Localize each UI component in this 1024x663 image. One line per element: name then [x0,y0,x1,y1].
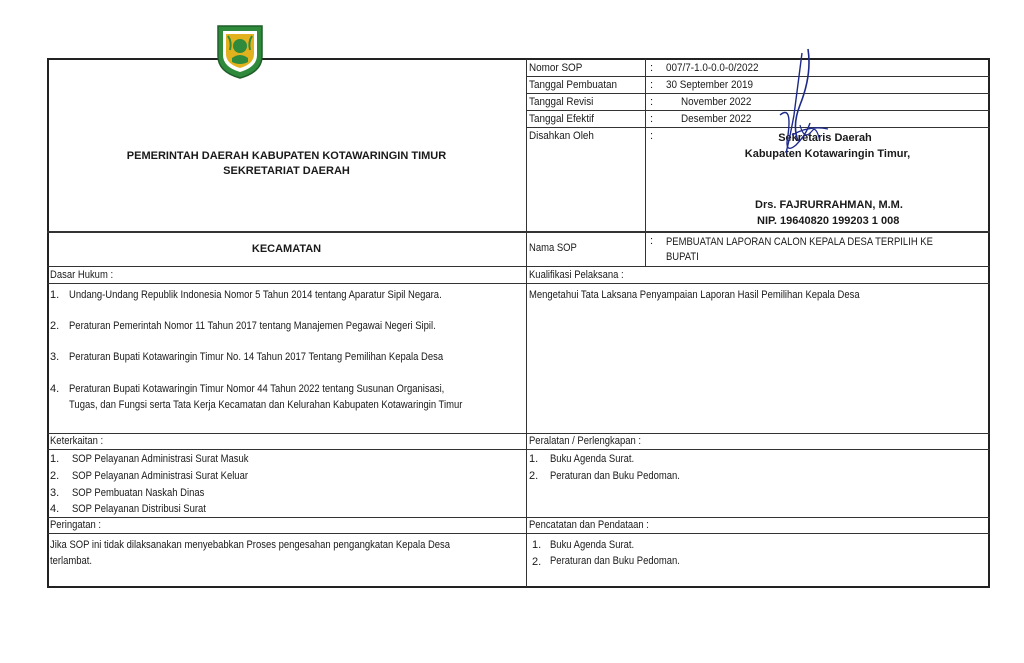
list-number: 3. [50,351,60,363]
approver-title: Sekretaris Daerah [778,132,872,144]
sop-name-line1: PEMBUATAN LAPORAN CALON KEPALA DESA TERPILIH KE [666,236,933,248]
meta-label-tanggal-efektif: Tanggal Efektif [529,113,594,125]
sop-name-line2: BUPATI [666,251,699,263]
list-number: 2. [529,470,539,482]
revision-date: November 2022 [681,96,752,108]
meta-sep: : [650,79,654,91]
sop-name-sep: : [650,235,654,247]
list-number: 2. [50,320,60,332]
section-divider [47,533,990,534]
sop-number: 007/7-1.0-0.0-0/2022 [666,62,759,74]
creation-date: 30 September 2019 [666,79,753,91]
pencatatan-item: Buku Agenda Surat. [550,539,635,551]
approver-region: Kabupaten Kotawaringin Timur, [744,148,911,160]
dasar-hukum-item-continued: Tugas, dan Fungsi serta Tata Kerja Kecamatan dan Kelurahan Kabupaten Kotawaringin Timur [69,399,463,411]
approver-nip: NIP. 19640820 199203 1 008 [757,215,900,227]
meta-sep: : [650,130,654,142]
secretariat-name: SEKRETARIAT DAERAH [223,165,350,177]
pencatatan-heading: Pencatatan dan Pendataan : [529,519,649,531]
list-number: 4. [50,503,60,515]
kualifikasi-text: Mengetahui Tata Laksana Penyampaian Laporan Hasil Pemilihan Kepala Desa [529,289,860,301]
peralatan-heading: Peralatan / Perlengkapan : [529,435,642,447]
dasar-hukum-item: Undang-Undang Republik Indonesia Nomor 5 Tahun 2014 tentang Aparatur Sipil Negara. [69,289,442,301]
meta-label-disahkan: Disahkan Oleh [529,130,594,142]
peringatan-text-line2: terlambat. [50,555,93,567]
list-number: 1. [529,453,539,465]
header-divider [47,231,990,233]
peralatan-item: Buku Agenda Surat. [550,453,635,465]
dasar-hukum-item: Peraturan Pemerintah Nomor 11 Tahun 2017 tentang Manajemen Pegawai Negeri Sipil. [69,320,436,332]
pencatatan-item: Peraturan dan Buku Pedoman. [550,555,680,567]
section-divider [47,449,990,450]
list-number: 1. [50,289,60,301]
keterkaitan-item: SOP Pelayanan Administrasi Surat Keluar [72,470,248,482]
government-name: PEMERINTAH DAERAH KABUPATEN KOTAWARINGIN TIMUR [126,150,447,162]
section-divider [47,517,990,518]
peringatan-text-line1: Jika SOP ini tidak dilaksanakan menyebabkan Proses pengesahan pengangkatan Kepala Desa [50,539,451,551]
meta-label-divider [645,59,646,232]
effective-date: Desember 2022 [681,113,752,125]
section-divider [47,283,990,284]
meta-sep: : [650,96,654,108]
sop-name-label: Nama SOP [529,242,577,254]
unit-name: KECAMATAN [251,243,322,255]
sop-name-divider [645,231,646,267]
meta-sep: : [650,113,654,125]
meta-sep: : [650,62,654,74]
keterkaitan-item: SOP Pelayanan Administrasi Surat Masuk [72,453,249,465]
kualifikasi-heading: Kualifikasi Pelaksana : [529,269,624,281]
keterkaitan-item: SOP Pelayanan Distribusi Surat [72,503,206,515]
peringatan-heading: Peringatan : [50,519,102,531]
dasar-hukum-heading: Dasar Hukum : [50,269,114,281]
meta-label-nomor: Nomor SOP [529,62,583,74]
list-number: 3. [50,487,60,499]
list-number: 1. [50,453,60,465]
column-divider [526,59,527,587]
section-divider [47,266,990,267]
dasar-hukum-item: Peraturan Bupati Kotawaringin Timur Nomor 44 Tahun 2022 tentang Susunan Organisasi, [69,383,445,395]
signature-icon [740,45,830,160]
dasar-hukum-item: Peraturan Bupati Kotawaringin Timur No. 14 Tahun 2017 Tentang Pemilihan Kepala Desa [69,351,444,363]
list-number: 1. [532,539,542,551]
list-number: 2. [50,470,60,482]
approver-name: Drs. FAJRURRAHMAN, M.M. [755,199,903,211]
keterkaitan-item: SOP Pembuatan Naskah Dinas [72,487,205,499]
section-divider [47,433,990,434]
regency-emblem-icon [210,22,270,80]
meta-label-tanggal-pembuatan: Tanggal Pembuatan [529,79,618,91]
keterkaitan-heading: Keterkaitan : [50,435,104,447]
peralatan-item: Peraturan dan Buku Pedoman. [550,470,680,482]
meta-label-tanggal-revisi: Tanggal Revisi [529,96,594,108]
list-number: 2. [532,556,542,568]
list-number: 4. [50,383,60,395]
